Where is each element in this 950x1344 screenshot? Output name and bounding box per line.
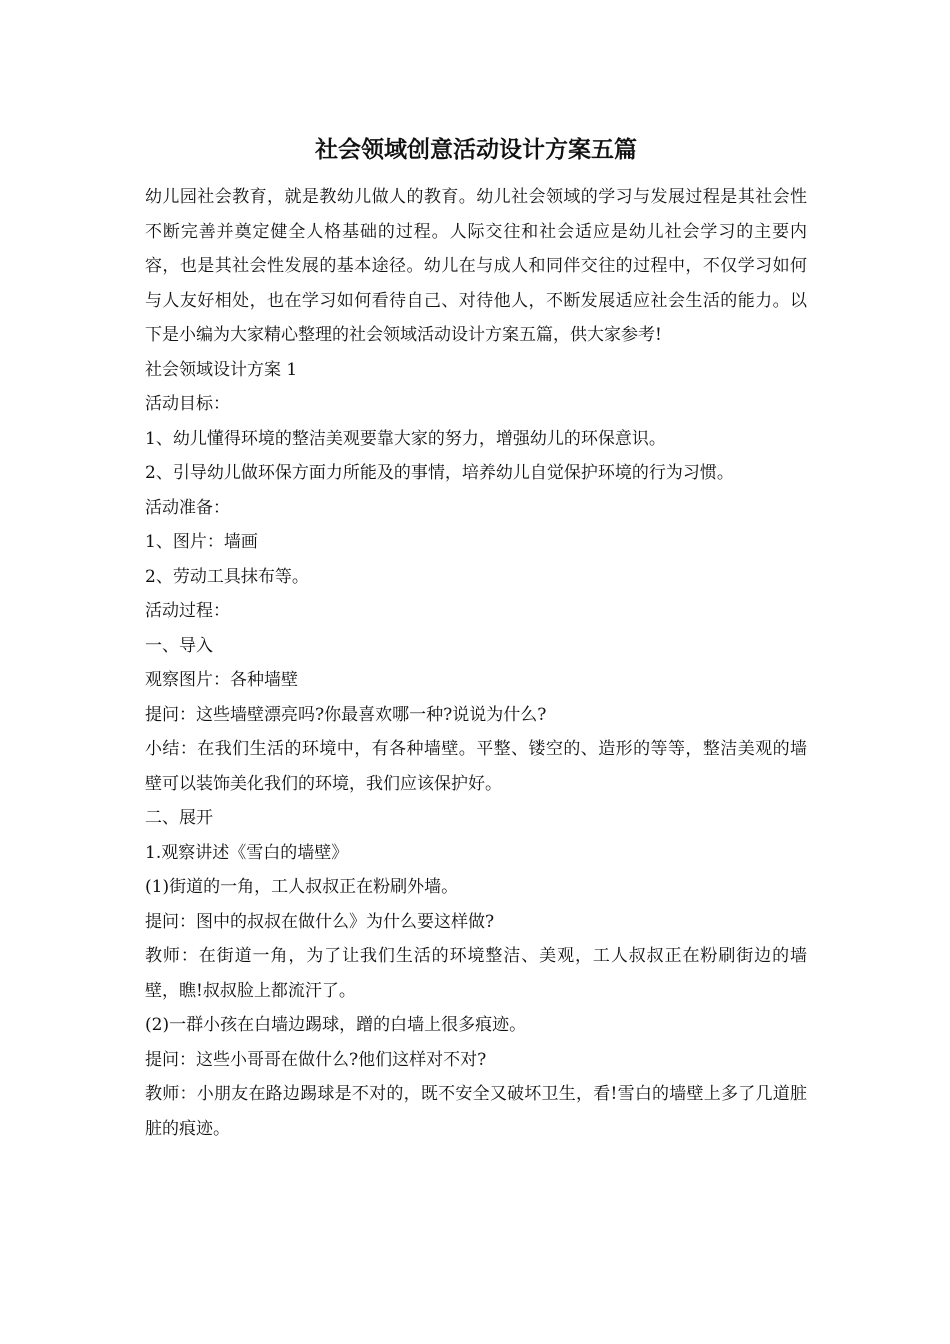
plan-heading: 社会领域设计方案 1 (145, 359, 298, 380)
section-heading-process: 活动过程： (145, 601, 230, 621)
document-title: 社会领域创意活动设计方案五篇 (315, 136, 637, 163)
document-body (145, 180, 807, 1146)
subsection-heading: 二、展开 (145, 808, 213, 828)
body-paragraph: 小结：在我们生活的环境中，有各种墙壁。平整、镂空的、造形的等等，整洁美观的墙壁可以装饰美化我们的环境，我们应该保护好。 (145, 739, 807, 794)
body-paragraph: 1.观察讲述《雪白的墙壁》 (145, 842, 349, 863)
section-heading-goals: 活动目标： (145, 394, 230, 414)
body-paragraph: 提问：这些墙壁漂亮吗?你最喜欢哪一种?说说为什么? (145, 704, 547, 725)
body-paragraph: 教师：小朋友在路边踢球是不对的，既不安全又破坏卫生，看!雪白的墙壁上多了几道脏脏的痕迹。 (145, 1084, 807, 1139)
intro-paragraph: 幼儿园社会教育，就是教幼儿做人的教育。幼儿社会领域的学习与发展过程是其社会性不断完善并奠定健全人格基础的过程。人际交往和社会适应是幼儿社会学习的主要内容，也是其社会性发展的基本途径。幼儿在与成人和同伴交往的过程中，不仅学习如何与人友好相处，也在学习如何看待自己、对待他人，不断发展适应社会生活的能力。以下是小编为大家精心整理的社会领域活动设计方案五篇，供大家参考! (145, 187, 807, 345)
goal-item: 2、引导幼儿做环保方面力所能及的事情，培养幼儿自觉保护环境的行为习惯。 (145, 463, 734, 483)
document-page (145, 128, 807, 1146)
body-paragraph: 提问：这些小哥哥在做什么?他们这样对不对? (145, 1049, 487, 1070)
preparation-item: 2、劳动工具抹布等。 (145, 566, 309, 587)
section-heading-preparation: 活动准备： (145, 497, 230, 518)
body-paragraph: (2)一群小孩在白墙边踢球，蹭的白墙上很多痕迹。 (145, 1015, 527, 1035)
body-paragraph: 观察图片：各种墙壁 (145, 670, 298, 690)
preparation-item: 1、图片：墙画 (145, 532, 258, 552)
subsection-heading: 一、导入 (145, 635, 213, 656)
goal-item: 1、幼儿懂得环境的整洁美观要靠大家的努力，增强幼儿的环保意识。 (145, 428, 666, 449)
body-paragraph: (1)街道的一角，工人叔叔正在粉刷外墙。 (145, 877, 459, 897)
body-paragraph: 教师：在街道一角，为了让我们生活的环境整洁、美观，工人叔叔正在粉刷街边的墙壁，瞧!叔叔脸上都流汗了。 (145, 946, 807, 1001)
body-paragraph: 提问：图中的叔叔在做什么》为什么要这样做? (145, 911, 495, 932)
